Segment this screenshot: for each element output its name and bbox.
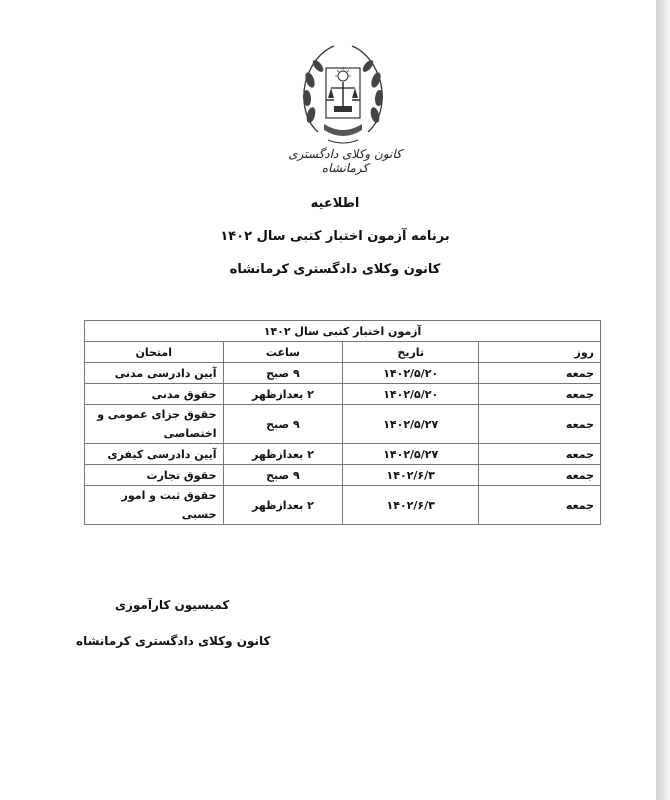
cell-day: جمعه <box>479 363 601 384</box>
cell-date: ۱۴۰۲/۵/۲۰ <box>343 384 479 405</box>
cell-day: جمعه <box>479 465 601 486</box>
table-row <box>85 363 601 384</box>
bar-association-emblem-icon <box>298 40 388 148</box>
cell-exam: آیین دادرسی کیفری <box>85 444 224 465</box>
cell-exam: حقوق ثبت و امور حسبی <box>85 486 224 525</box>
cell-time: ۲ بعدازظهر <box>223 486 343 525</box>
association-calligraphy: کانون وکلای دادگستری کرمانشاه <box>288 147 402 175</box>
cell-time: ۲ بعدازظهر <box>223 384 343 405</box>
table-caption: آزمون اختبار کتبی سال ۱۴۰۲ <box>85 321 601 342</box>
table-row <box>85 405 601 444</box>
table-row <box>85 465 601 486</box>
cell-date: ۱۴۰۲/۵/۲۰ <box>343 363 479 384</box>
cell-day: جمعه <box>479 444 601 465</box>
page-edge <box>656 0 670 800</box>
table-row <box>85 384 601 405</box>
cell-time: ۹ صبح <box>223 363 343 384</box>
cell-exam: حقوق مدنی <box>85 384 224 405</box>
signature-organization: کانون وکلای دادگستری کرمانشاه <box>76 634 271 648</box>
signature-commission: کمیسیون کارآموزی <box>115 598 230 612</box>
column-header-time: ساعت <box>223 342 343 363</box>
cell-time: ۲ بعدازظهر <box>223 444 343 465</box>
cell-exam: حقوق جزای عمومی و اختصاصی <box>85 405 224 444</box>
exam-schedule-table <box>84 320 601 525</box>
cell-date: ۱۴۰۲/۵/۲۷ <box>343 405 479 444</box>
cell-date: ۱۴۰۲/۶/۳ <box>343 465 479 486</box>
cell-date: ۱۴۰۲/۵/۲۷ <box>343 444 479 465</box>
cell-day: جمعه <box>479 405 601 444</box>
cell-day: جمعه <box>479 384 601 405</box>
table-caption-row <box>85 321 601 342</box>
column-header-date: تاریخ <box>343 342 479 363</box>
cell-date: ۱۴۰۲/۶/۳ <box>343 486 479 525</box>
program-title: برنامه آزمون اختبار کتبی سال ۱۴۰۲ <box>220 229 450 244</box>
column-header-exam: امتحان <box>85 342 224 363</box>
table-header-row <box>85 342 601 363</box>
table-row <box>85 486 601 525</box>
cell-time: ۹ صبح <box>223 405 343 444</box>
organization-name: کانون وکلای دادگستری کرمانشاه <box>229 262 441 277</box>
cell-time: ۹ صبح <box>223 465 343 486</box>
cell-exam: حقوق تجارت <box>85 465 224 486</box>
cell-exam: آیین دادرسی مدنی <box>85 363 224 384</box>
cell-day: جمعه <box>479 486 601 525</box>
column-header-day: روز <box>479 342 601 363</box>
notice-title: اطلاعیه <box>310 196 360 211</box>
table-row <box>85 444 601 465</box>
